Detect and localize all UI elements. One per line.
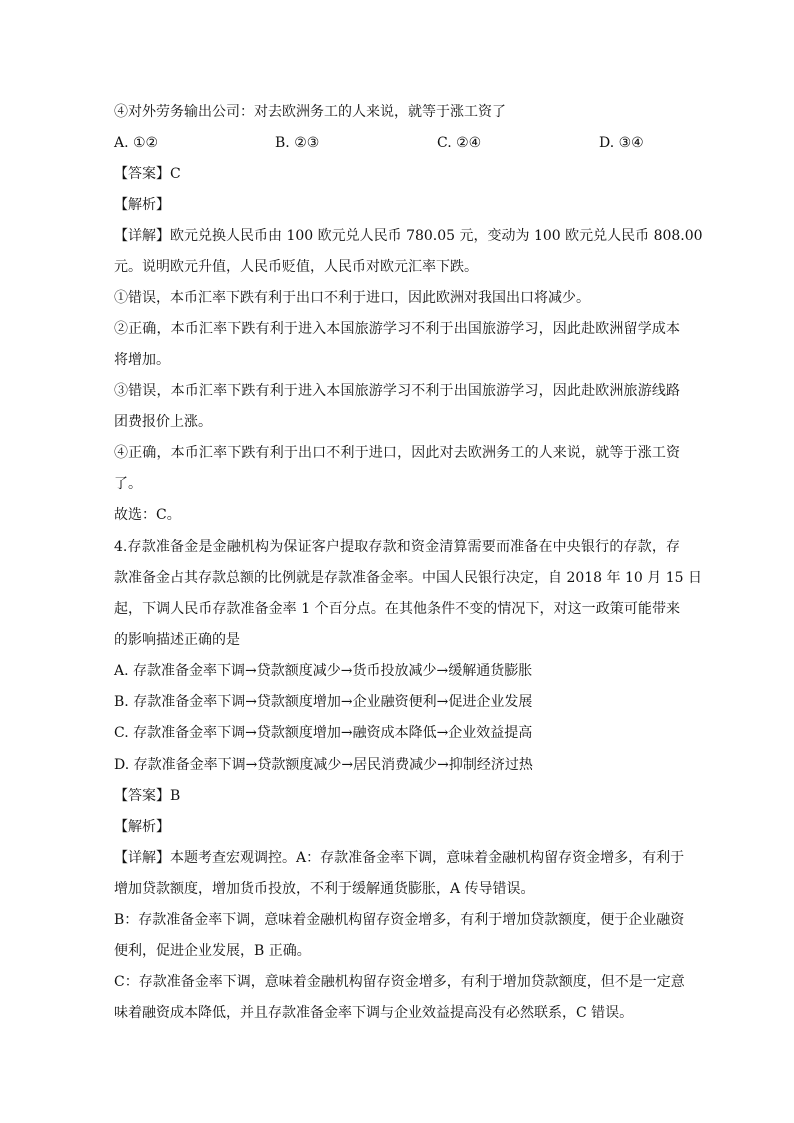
q4-detail-line: 【详解】本题考查宏观调控。A：存款准备金率下调，意味着金融机构留存资金增多，有利于 — [114, 850, 685, 866]
q4-detail-line: 增加贷款额度，增加货币投放，不利于缓解通货膨胀，A 传导错误。 — [114, 881, 535, 897]
q3-option-d: D. ③④ — [599, 135, 644, 151]
q4-stem-line: 款准备金占其存款总额的比例就是存款准备金率。中国人民银行决定，自 2018 年 10 月 15 日 — [114, 570, 702, 586]
q4-stem-line: 的影响描述正确的是 — [114, 632, 240, 648]
q4-detail-line: 味着融资成本降低，并且存款准备金率下调与企业效益提高没有必然联系，C 错误。 — [114, 1005, 634, 1021]
q3-detail-line: 故选：C。 — [114, 507, 181, 523]
q4-option-c: C. 存款准备金率下调→贷款额度增加→融资成本降低→企业效益提高 — [114, 725, 533, 741]
q4-detail-line: 便利，促进企业发展，B 正确。 — [114, 943, 311, 959]
q3-option-b: B. ②③ — [275, 135, 320, 151]
q3-option-c: C. ②④ — [437, 135, 482, 151]
q4-option-d: D. 存款准备金率下调→贷款额度减少→居民消费减少→抑制经济过热 — [114, 757, 533, 773]
q3-item-4: ④对外劳务输出公司：对去欧洲务工的人来说，就等于涨工资了 — [114, 104, 506, 120]
q3-detail-line: 元。说明欧元升值，人民币贬值，人民币对欧元汇率下跌。 — [114, 259, 478, 275]
q4-answer: 【答案】B — [114, 788, 181, 804]
q4-analysis-heading: 【解析】 — [114, 819, 170, 835]
q4-stem-line: 起，下调人民币存款准备金率 1 个百分点。在其他条件不变的情况下，对这一政策可能带来 — [114, 601, 680, 617]
q3-answer: 【答案】C — [114, 166, 181, 182]
q3-detail-line: 【详解】欧元兑换人民币由 100 欧元兑人民币 780.05 元，变动为 100 欧元兑人民币 808.00 — [114, 228, 703, 244]
q3-detail-line: 将增加。 — [114, 352, 170, 368]
q4-option-a: A. 存款准备金率下调→贷款额度减少→货币投放减少→缓解通货膨胀 — [114, 663, 533, 679]
q3-analysis-heading: 【解析】 — [114, 197, 170, 213]
q3-detail-line: 了。 — [114, 476, 142, 492]
q3-detail-line: ①错误，本币汇率下跌有利于出口不利于进口，因此欧洲对我国出口将减少。 — [114, 290, 590, 306]
q4-detail-line: C：存款准备金率下调，意味着金融机构留存资金增多，有利于增加贷款额度，但不是一定意 — [114, 974, 685, 990]
q4-stem-line: 4.存款准备金是金融机构为保证客户提取存款和资金清算需要而准备在中央银行的存款，存 — [114, 539, 680, 555]
q4-option-b: B. 存款准备金率下调→贷款额度增加→企业融资便利→促进企业发展 — [114, 694, 533, 710]
q3-detail-line: ②正确，本币汇率下跌有利于进入本国旅游学习不利于出国旅游学习，因此赴欧洲留学成本 — [114, 321, 680, 337]
q3-detail-line: 团费报价上涨。 — [114, 414, 212, 430]
q3-option-a: A. ①② — [114, 135, 159, 151]
q3-detail-line: ③错误，本币汇率下跌有利于进入本国旅游学习不利于出国旅游学习，因此赴欧洲旅游线路 — [114, 383, 680, 399]
q4-detail-line: B：存款准备金率下调，意味着金融机构留存资金增多，有利于增加贷款额度，便于企业融资 — [114, 912, 685, 928]
q3-detail-line: ④正确，本币汇率下跌有利于出口不利于进口，因此对去欧洲务工的人来说，就等于涨工资 — [114, 445, 680, 461]
